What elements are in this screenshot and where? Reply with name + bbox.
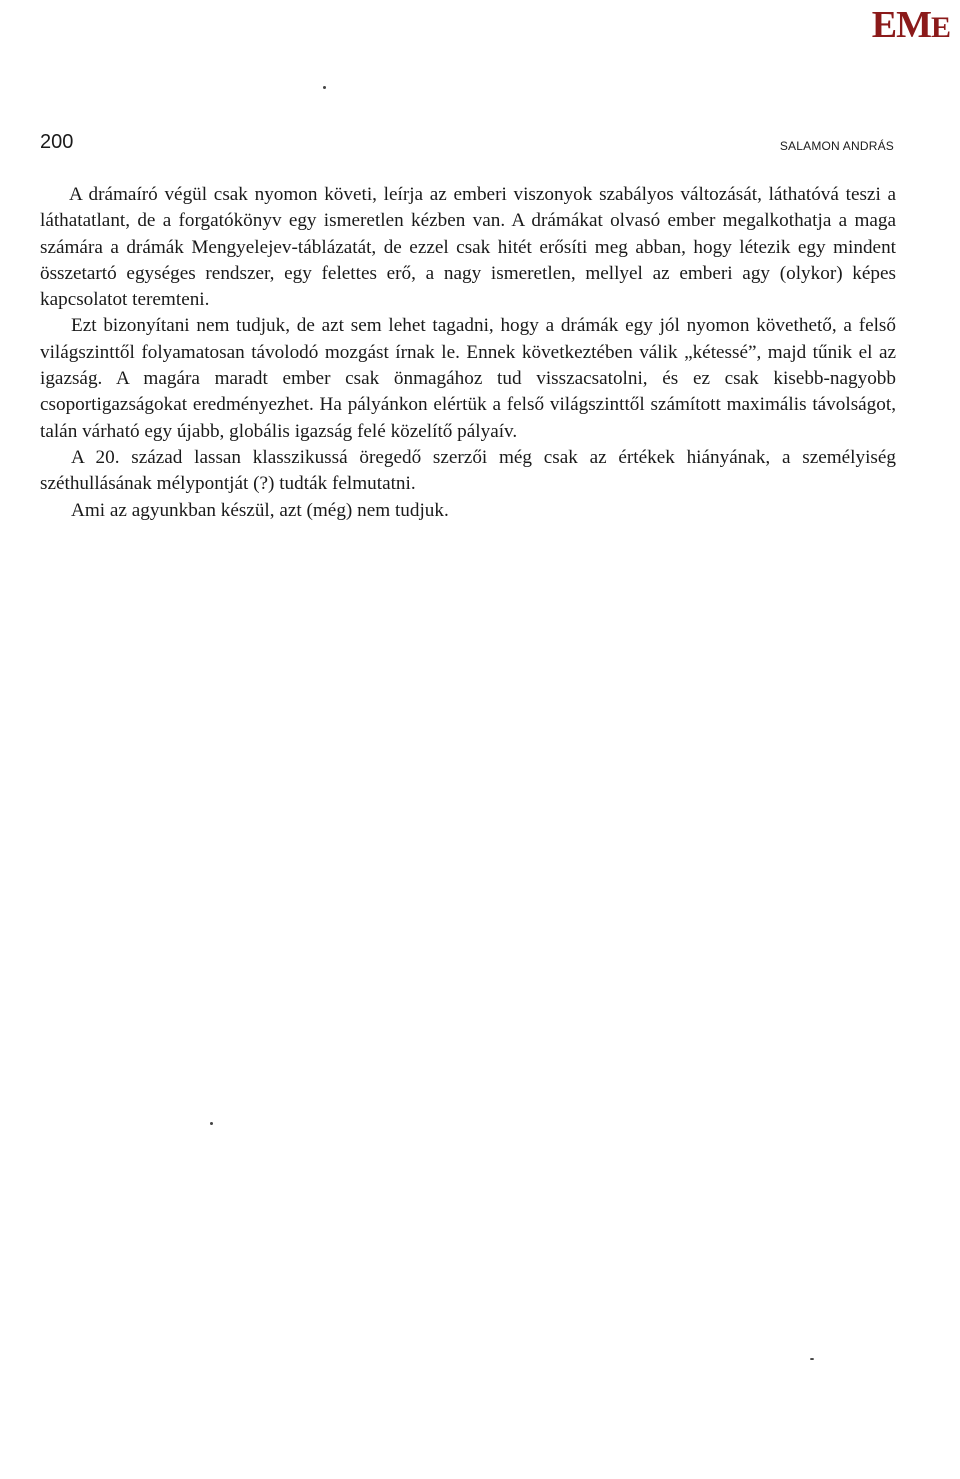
journal-logo <box>872 6 950 44</box>
running-head-author: SALAMON ANDRÁS <box>779 139 894 153</box>
paragraph-2: Ezt bizonyítani nem tudjuk, de azt sem lehet tagadni, hogy a drámák egy jól nyomon követhető, a felső világszinttől folyamatosan távolodó mozgást írnak le. Ennek következtében válik „kétessé”, majd tűnik el az igazság. A magára maradt ember csak önmagához tud visszacsatolni, és ez csak kisebb-nagyobb csoportigazságokat eredményezhet. Ha pályánkon elértük a felső világszinttől számított maximális távolságot, talán várható egy újabb, globális igazság felé közelítő pályaív. <box>40 315 896 442</box>
scan-speck <box>323 86 326 89</box>
logo-letter-2: M <box>896 4 931 46</box>
scan-speck <box>210 1122 213 1125</box>
logo-letter-3: E <box>930 11 950 44</box>
paragraph-1: A drámaíró végül csak nyomon követi, leírja az emberi viszonyok szabályos változását, láthatóvá teszi a láthatatlant, de a forgatókönyv egy ismeretlen kézben van. A drámákat olvasó ember megalkothatja a maga számára a drámák Mengyelejev-táblázatát, de ezzel csak hitét erősíti meg abban, hogy létezik egy mindent összetartó egységes rendszer, egy felettes erő, a nagy ismeretlen, mellyel az emberi agy (olykor) képes kapcsolatot teremteni. <box>40 184 896 311</box>
scan-speck <box>810 1358 814 1360</box>
paragraph-4: Ami az agyunkban készül, azt (még) nem tudjuk. <box>71 499 449 521</box>
article-body <box>40 182 896 524</box>
page-number: 200 <box>40 131 74 153</box>
logo-letter-1: E <box>871 4 897 46</box>
paragraph-3: A 20. század lassan klasszikussá öregedő szerzői még csak az értékek hiányának, a személyiség széthullásának mélypontját (?) tudták felmutatni. <box>40 446 896 495</box>
